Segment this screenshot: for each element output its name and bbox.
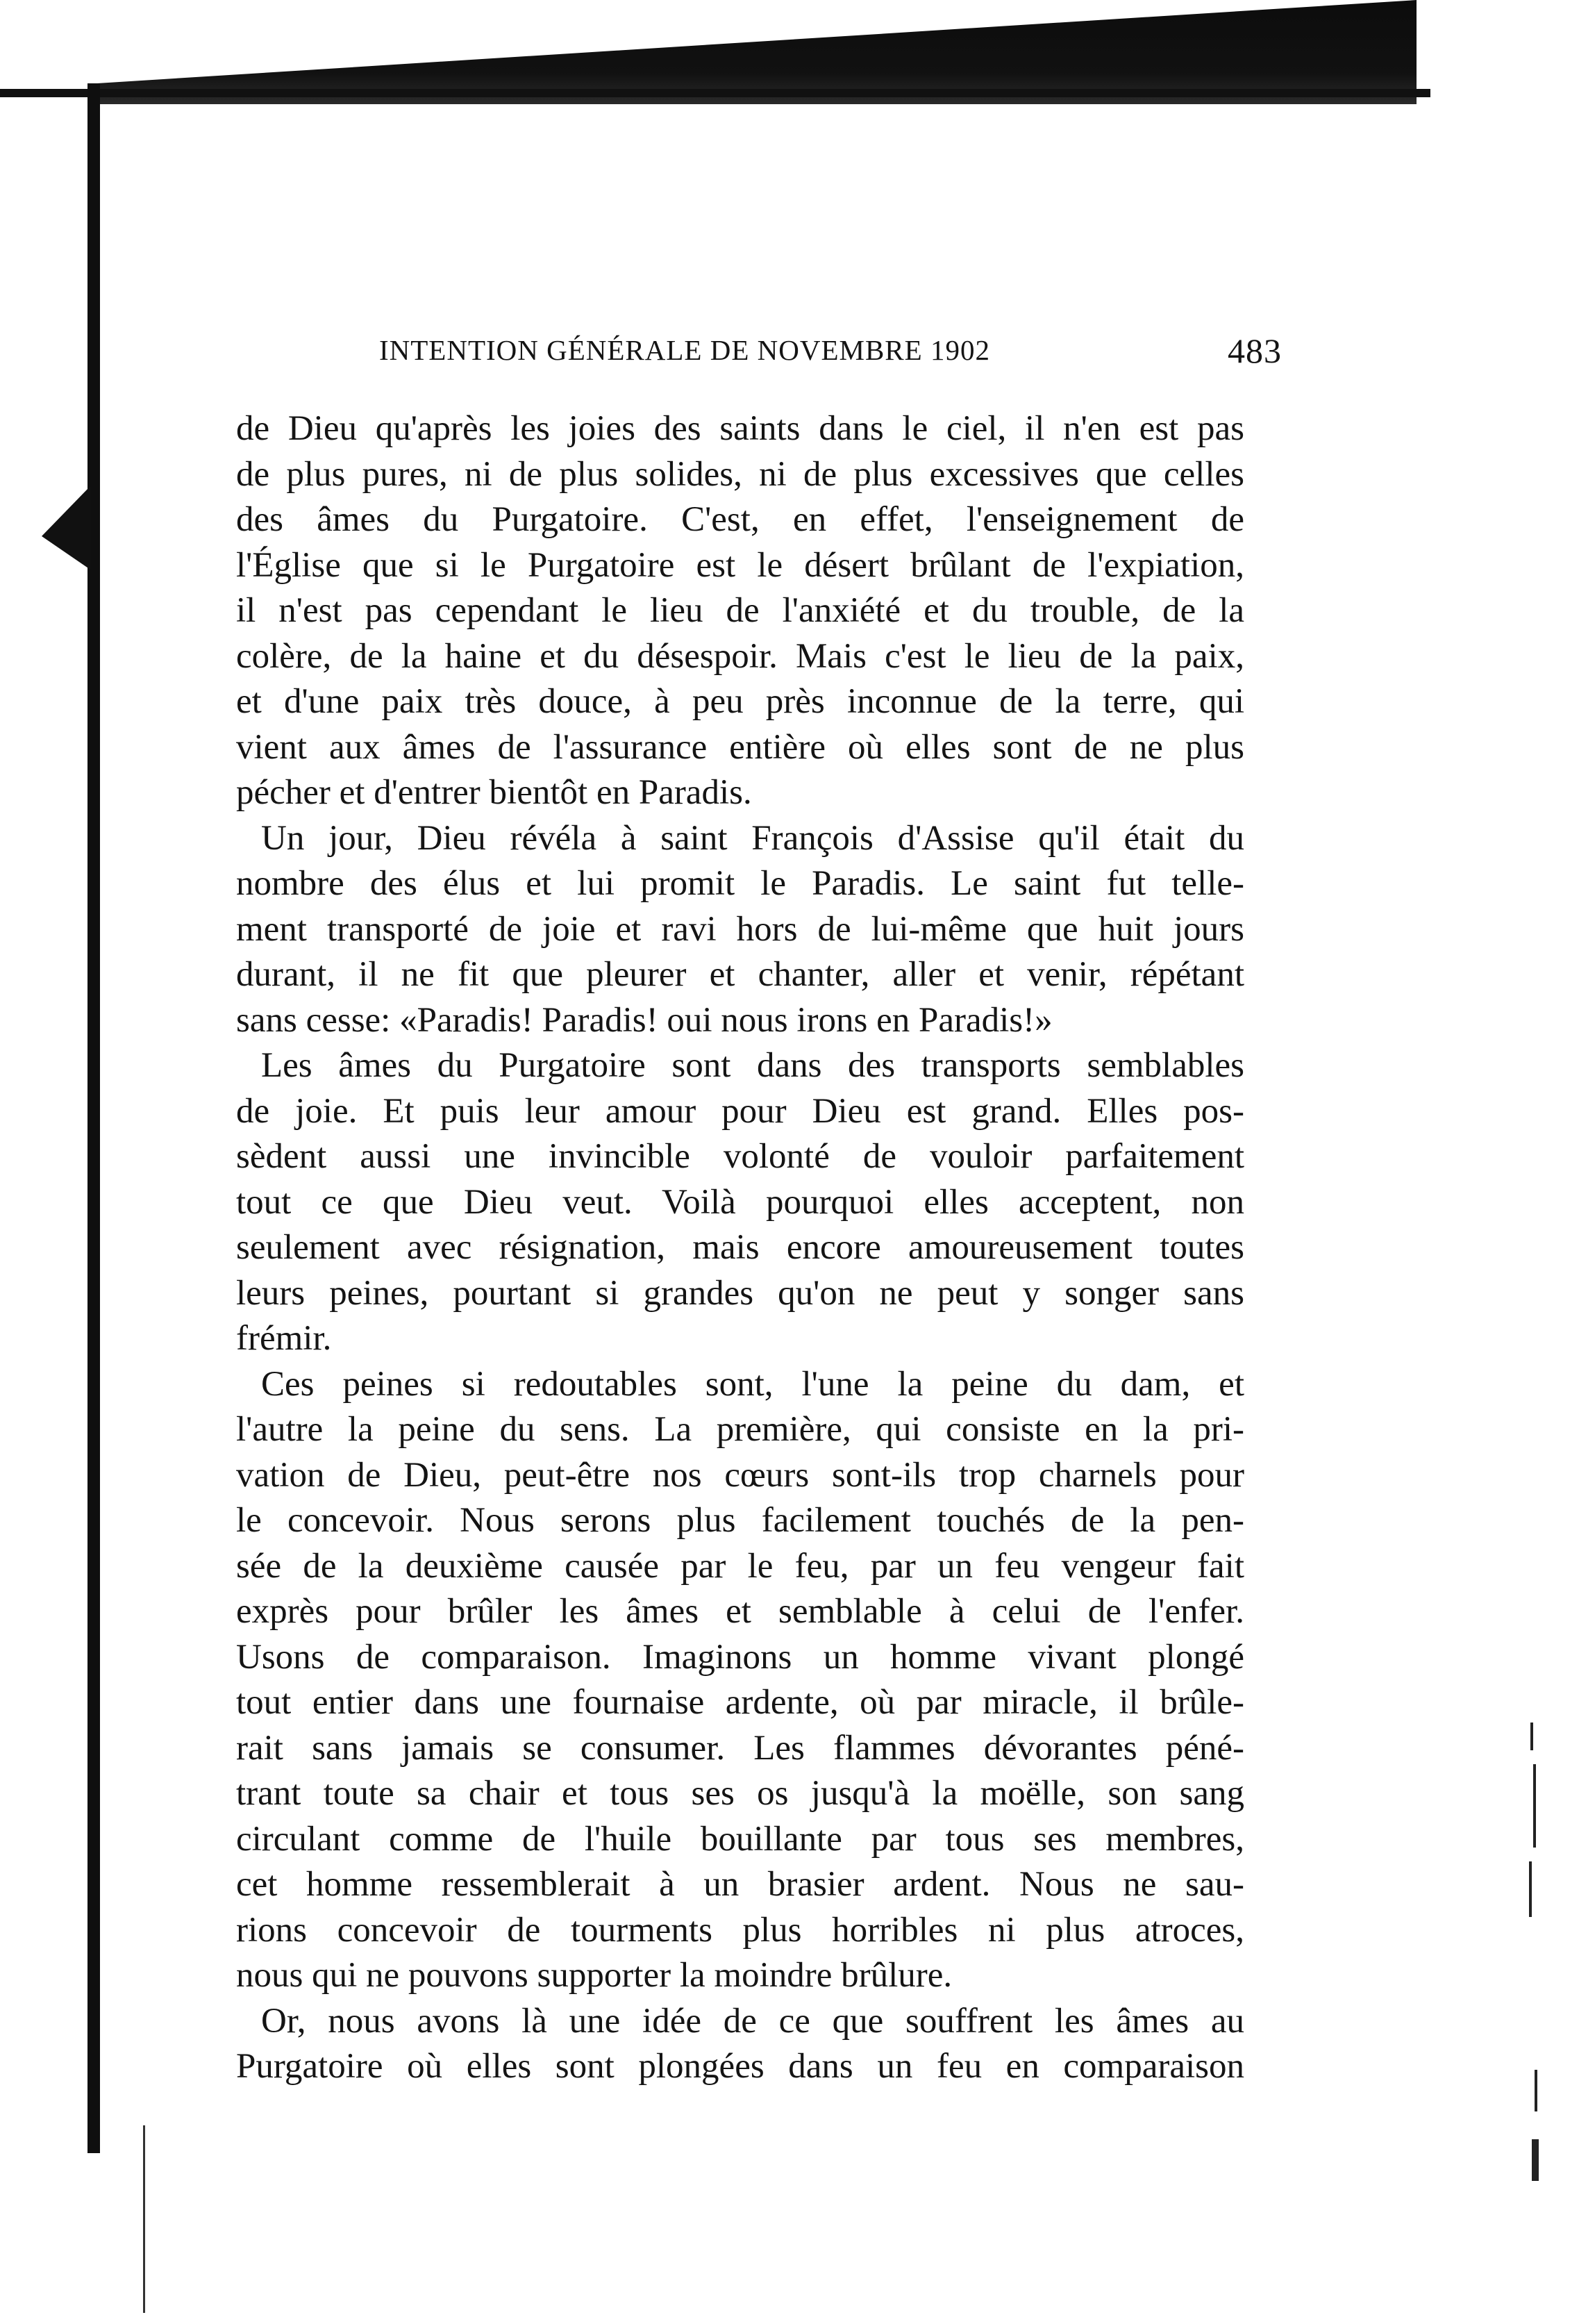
text-line: et d'une paix très douce, à peu près inconnue de la terre, qui — [236, 682, 1244, 721]
text-line: l'autre la peine du sens. La première, qui consiste en la pri- — [236, 1410, 1244, 1449]
text-line: de plus pures, ni de plus solides, ni de plus excessives que celles — [236, 454, 1244, 494]
text-line: durant, il ne fit que pleurer et chanter, aller et venir, répétant — [236, 955, 1244, 994]
scan-specks — [1525, 1723, 1544, 2181]
body-text — [236, 406, 1244, 2090]
text-line: leurs peines, pourtant si grandes qu'on ne peut y songer sans — [236, 1273, 1244, 1313]
text-line: Purgatoire où elles sont plongées dans un feu en comparaison — [236, 2047, 1244, 2086]
text-line: des âmes du Purgatoire. C'est, en effet, l'enseignement de — [236, 500, 1244, 539]
text-line: colère, de la haine et du désespoir. Mais c'est le lieu de la paix, — [236, 636, 1244, 676]
text-line: tout ce que Dieu veut. Voilà pourquoi elles acceptent, non — [236, 1182, 1244, 1222]
text-line: nombre des élus et lui promit le Paradis. Le saint fut telle- — [236, 864, 1244, 903]
text-line: trant toute sa chair et tous ses os jusqu'à la moëlle, son sang — [236, 1774, 1244, 1813]
text-line: circulant comme de l'huile bouillante par tous ses membres, — [236, 1819, 1244, 1859]
paragraph-start: Un jour, Dieu révéla à saint François d'Assise qu'il était du — [261, 818, 1244, 858]
scan-edge-top — [0, 89, 1430, 97]
text-line: Usons de comparaison. Imaginons un homme vivant plongé — [236, 1637, 1244, 1677]
speck — [1530, 1723, 1533, 1750]
text-line: ment transporté de joie et ravi hors de lui-même que huit jours — [236, 909, 1244, 949]
text-line: exprès pour brûler les âmes et semblable à celui de l'enfer. — [236, 1592, 1244, 1631]
paragraph-start: Les âmes du Purgatoire sont dans des transports semblables — [261, 1046, 1244, 1085]
text-line: de Dieu qu'après les joies des saints dans le ciel, il n'en est pas — [236, 409, 1244, 448]
scan-edge-line — [143, 2125, 145, 2313]
text-line: pécher et d'entrer bientôt en Paradis. — [236, 773, 752, 812]
scan-edge-left — [87, 83, 100, 2153]
text-line: cet homme ressemblerait à un brasier ardent. Nous ne sau- — [236, 1865, 1244, 1904]
text-line: tout entier dans une fournaise ardente, où par miracle, il brûle- — [236, 1683, 1244, 1722]
scan-notch — [42, 486, 90, 570]
text-line: de joie. Et puis leur amour pour Dieu est grand. Elles pos- — [236, 1091, 1244, 1131]
page-number: 483 — [1228, 331, 1282, 370]
text-line: l'Église que si le Purgatoire est le désert brûlant de l'expiation, — [236, 545, 1244, 585]
text-line: le concevoir. Nous serons plus facilement touchés de la pen- — [236, 1501, 1244, 1540]
text-line: nous qui ne pouvons supporter la moindre brûlure. — [236, 1956, 953, 1995]
speck — [1533, 1764, 1536, 1848]
text-line: sée de la deuxième causée par le feu, par un feu vengeur fait — [236, 1546, 1244, 1586]
text-line: seulement avec résignation, mais encore amoureusement toutes — [236, 1228, 1244, 1267]
speck — [1532, 2139, 1539, 2181]
text-line: frémir. — [236, 1319, 332, 1358]
running-title: INTENTION GÉNÉRALE DE NOVEMBRE 1902 — [379, 334, 990, 366]
text-line: vient aux âmes de l'assurance entière où elles sont de ne plus — [236, 727, 1244, 767]
speck — [1535, 2070, 1537, 2111]
text-line: sans cesse: «Paradis! Paradis! oui nous irons en Paradis!» — [236, 1000, 1053, 1040]
paragraph-start: Or, nous avons là une idée de ce que souffrent les âmes au — [261, 2001, 1244, 2041]
running-header — [379, 333, 1282, 375]
speck — [1529, 1861, 1532, 1917]
text-line: il n'est pas cependant le lieu de l'anxiété et du trouble, de la — [236, 591, 1244, 630]
text-line: sèdent aussi une invincible volonté de vouloir parfaitement — [236, 1137, 1244, 1176]
text-line: rait sans jamais se consumer. Les flammes dévorantes péné- — [236, 1728, 1244, 1768]
text-line: vation de Dieu, peut-être nos cœurs sont-ils trop charnels pour — [236, 1455, 1244, 1495]
text-line: rions concevoir de tourments plus horribles ni plus atroces, — [236, 1910, 1244, 1950]
paragraph-start: Ces peines si redoutables sont, l'une la peine du dam, et — [261, 1364, 1244, 1404]
